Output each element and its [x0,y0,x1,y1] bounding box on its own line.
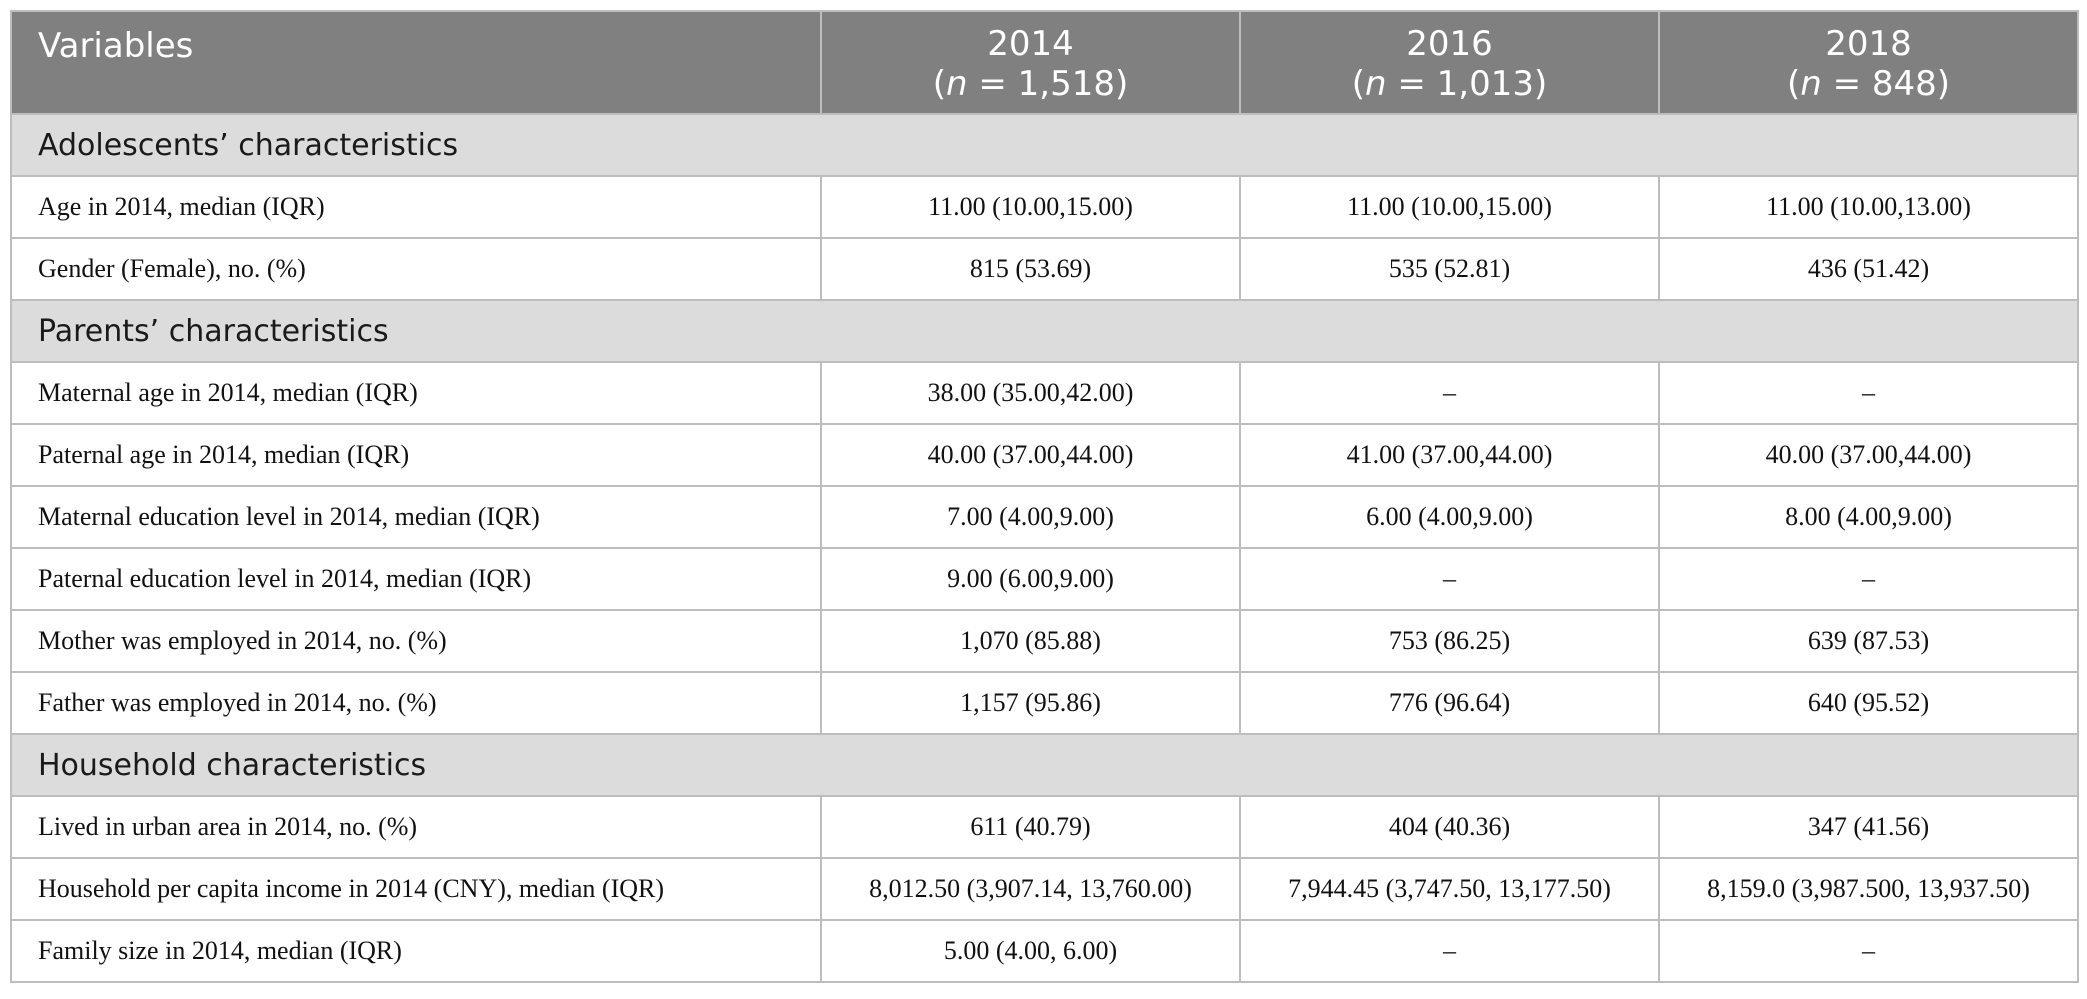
section-title-household: Household characteristics [11,734,2078,796]
section-header-row [11,734,2078,796]
header-year-2014 [821,11,1240,114]
row-label: Father was employed in 2014, no. (%) [11,672,821,734]
table-row [11,796,2078,858]
header-sample-size: (n = 1,013) [1351,64,1548,104]
cell-2018: 40.00 (37.00,44.00) [1659,424,2078,486]
cell-2016: 11.00 (10.00,15.00) [1240,176,1659,238]
row-label: Lived in urban area in 2014, no. (%) [11,796,821,858]
cell-2016: 535 (52.81) [1240,238,1659,300]
cell-2018: 436 (51.42) [1659,238,2078,300]
cell-2014: 1,157 (95.86) [821,672,1240,734]
header-year-label: 2016 [1406,24,1493,64]
table-row [11,176,2078,238]
row-label: Maternal age in 2014, median (IQR) [11,362,821,424]
cell-2018: – [1659,920,2078,982]
characteristics-table [10,10,2079,983]
cell-2016: 41.00 (37.00,44.00) [1240,424,1659,486]
cell-2016: – [1240,362,1659,424]
row-label: Household per capita income in 2014 (CNY), median (IQR) [11,858,821,920]
cell-2014: 815 (53.69) [821,238,1240,300]
header-variables: Variables [11,11,821,114]
table-row [11,238,2078,300]
cell-2016: 404 (40.36) [1240,796,1659,858]
cell-2018: 11.00 (10.00,13.00) [1659,176,2078,238]
cell-2014: 611 (40.79) [821,796,1240,858]
table-row [11,610,2078,672]
cell-2014: 8,012.50 (3,907.14, 13,760.00) [821,858,1240,920]
header-sample-size: (n = 848) [1786,64,1951,104]
cell-2016: – [1240,920,1659,982]
cell-2014: 9.00 (6.00,9.00) [821,548,1240,610]
table-row [11,672,2078,734]
header-year-label: 2018 [1825,24,1912,64]
cell-2018: – [1659,362,2078,424]
cell-2018: – [1659,548,2078,610]
cell-2014: 40.00 (37.00,44.00) [821,424,1240,486]
cell-2014: 38.00 (35.00,42.00) [821,362,1240,424]
table-row [11,920,2078,982]
cell-2018: 640 (95.52) [1659,672,2078,734]
row-label: Paternal education level in 2014, median (IQR) [11,548,821,610]
section-header-row [11,114,2078,176]
cell-2016: 776 (96.64) [1240,672,1659,734]
cell-2018: 347 (41.56) [1659,796,2078,858]
table-row [11,858,2078,920]
cell-2016: 6.00 (4.00,9.00) [1240,486,1659,548]
section-header-row [11,300,2078,362]
cell-2014: 11.00 (10.00,15.00) [821,176,1240,238]
cell-2018: 8,159.0 (3,987.500, 13,937.50) [1659,858,2078,920]
cell-2018: 639 (87.53) [1659,610,2078,672]
table-row [11,486,2078,548]
table-row [11,362,2078,424]
cell-2014: 1,070 (85.88) [821,610,1240,672]
header-sample-size: (n = 1,518) [932,64,1129,104]
row-label: Gender (Female), no. (%) [11,238,821,300]
cell-2016: 753 (86.25) [1240,610,1659,672]
row-label: Paternal age in 2014, median (IQR) [11,424,821,486]
section-title-parents: Parents’ characteristics [11,300,2078,362]
table-header-row [11,11,2078,114]
section-title-adolescents: Adolescents’ characteristics [11,114,2078,176]
cell-2016: – [1240,548,1659,610]
header-year-label: 2014 [987,24,1074,64]
table-row [11,424,2078,486]
header-year-2018 [1659,11,2078,114]
cell-2016: 7,944.45 (3,747.50, 13,177.50) [1240,858,1659,920]
cell-2018: 8.00 (4.00,9.00) [1659,486,2078,548]
table-row [11,548,2078,610]
row-label: Maternal education level in 2014, median (IQR) [11,486,821,548]
row-label: Age in 2014, median (IQR) [11,176,821,238]
header-year-2016 [1240,11,1659,114]
row-label: Family size in 2014, median (IQR) [11,920,821,982]
cell-2014: 7.00 (4.00,9.00) [821,486,1240,548]
cell-2014: 5.00 (4.00, 6.00) [821,920,1240,982]
row-label: Mother was employed in 2014, no. (%) [11,610,821,672]
